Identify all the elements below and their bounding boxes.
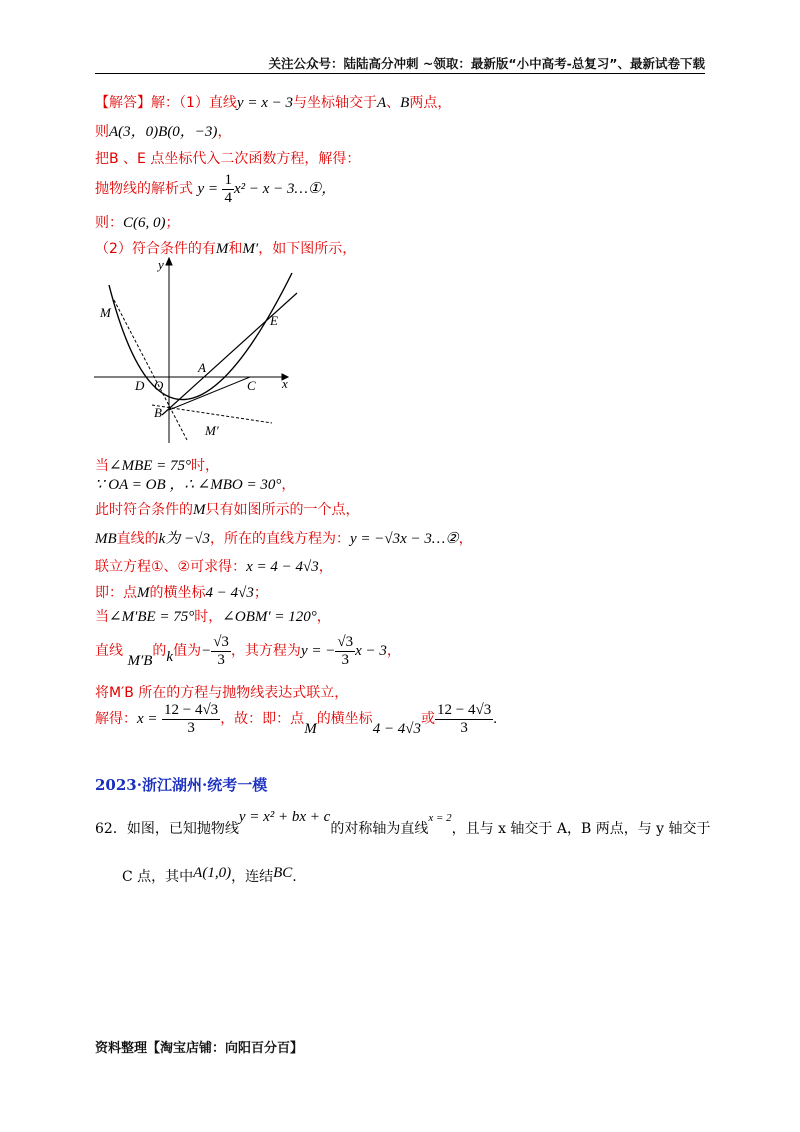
math: C(6, 0) xyxy=(123,215,166,231)
text: C 点，其中 xyxy=(122,869,194,885)
y-axis-arrow xyxy=(166,258,172,265)
text: 两点， xyxy=(409,95,452,111)
problem-line-1 xyxy=(95,809,711,838)
text: ， xyxy=(386,643,401,659)
solution-line-14 xyxy=(95,634,401,668)
label-d: D xyxy=(135,378,145,393)
text: 的横坐标 xyxy=(316,711,373,727)
solution-line-2 xyxy=(95,120,231,141)
numerator: 12 − 4√3 xyxy=(163,702,219,718)
point-b: B xyxy=(400,95,410,111)
point-m: M xyxy=(193,502,206,518)
math: 4 − 4√3 xyxy=(205,585,254,601)
fraction-sqrt3-over-3 xyxy=(211,634,231,668)
numerator: √3 xyxy=(337,634,354,650)
math: y = − xyxy=(300,643,336,659)
solution-line-12 xyxy=(95,582,268,602)
text: 、 xyxy=(386,95,401,111)
text: 则 xyxy=(95,124,109,140)
text: 当 xyxy=(95,609,109,625)
numerator: 1 xyxy=(224,172,232,188)
point-m: M xyxy=(304,721,317,737)
math: − xyxy=(201,643,212,659)
text: ，故：即：点 xyxy=(220,711,305,727)
math: ∠OBM′ = 120° xyxy=(222,609,317,625)
numerator: √3 xyxy=(213,634,229,650)
math: x = 4 − 4√3 xyxy=(246,559,319,575)
text: 的横坐标 xyxy=(149,585,206,601)
text: ， xyxy=(316,609,331,625)
text: 此时符合条件的 xyxy=(95,502,193,518)
text: ，其方程为 xyxy=(230,643,301,659)
denominator: 3 xyxy=(217,651,225,668)
denominator: 3 xyxy=(341,651,349,668)
solution-line-4 xyxy=(95,172,336,206)
section-title: 2023·浙江湖州·统考一模 xyxy=(95,776,268,794)
text: ，连结 xyxy=(231,869,274,885)
page-header: 关注公众号：陆陆高分冲刺 ~领取：最新版“小中高考-总复习”、最新试卷下载 xyxy=(268,56,705,71)
math: BC xyxy=(273,865,293,881)
line-bc xyxy=(169,377,250,410)
text: 与坐标轴交于 xyxy=(292,95,377,111)
math: ∠MBE = 75° xyxy=(109,458,192,474)
label-b: B xyxy=(154,405,162,420)
solution-line-3: 把B 、E 点坐标代入二次函数方程，解得： xyxy=(95,151,361,167)
text: 或 xyxy=(421,711,436,727)
point-m-prime: M′ xyxy=(242,241,259,257)
numerator: 12 − 4√3 xyxy=(437,702,492,718)
text: 则： xyxy=(95,215,123,231)
math: A(1,0) xyxy=(193,865,232,881)
denominator: 4 xyxy=(224,189,232,206)
fraction-sqrt3-over-3-b xyxy=(335,634,355,668)
text: 时， xyxy=(194,609,223,625)
solution-line-9 xyxy=(95,499,360,519)
line-equation: y = x − 3 xyxy=(236,95,293,111)
math: ∵ OA = OB ，∴ ∠MBO = 30° xyxy=(95,477,282,493)
text: 的 xyxy=(152,643,167,659)
header-rule xyxy=(95,73,705,74)
denominator: 3 xyxy=(187,719,195,736)
text: 值为 xyxy=(173,643,202,659)
solution-line-13 xyxy=(95,606,331,626)
math: y = xyxy=(197,181,218,197)
math: x = xyxy=(137,711,158,727)
text: . xyxy=(493,711,497,727)
solution-line-7 xyxy=(95,455,219,475)
text: ， xyxy=(217,124,232,140)
page-footer: 资料整理【淘宝店铺：向阳百分百】 xyxy=(95,1041,304,1056)
point-m: M xyxy=(137,585,150,601)
label-a: A xyxy=(198,360,206,375)
math: MB xyxy=(95,531,117,547)
solution-line-15: 将M′B 所在的方程与抛物线表达式联立， xyxy=(95,685,349,701)
parabola-figure xyxy=(92,255,307,450)
text: ， xyxy=(318,559,333,575)
math: k xyxy=(166,649,174,665)
text: 解得： xyxy=(95,711,137,727)
text: 时， xyxy=(191,458,220,474)
math: x² − x − 3…①， xyxy=(233,181,337,197)
text: 直线的 xyxy=(116,531,159,547)
label-c: C xyxy=(247,378,256,393)
coordinates: A(3，0)B(0，−3) xyxy=(109,124,218,140)
solution-line-16 xyxy=(95,702,497,736)
point-a: A xyxy=(376,95,387,111)
label-m-prime: M′ xyxy=(205,423,219,438)
text: ， xyxy=(458,531,473,547)
math: y = −√3x − 3…② xyxy=(349,531,459,547)
label-y: y xyxy=(158,257,164,272)
text: ， xyxy=(281,477,296,493)
text: 抛物线的解析式 xyxy=(95,181,193,197)
math: 为 −√3 xyxy=(165,531,210,547)
text: （2）符合条件的有 xyxy=(95,241,216,257)
fraction-m-value xyxy=(435,702,493,736)
answer-tag: 【解答】解：（1）直线 xyxy=(95,95,237,111)
math: y = x² + bx + c xyxy=(238,809,331,825)
text: ； xyxy=(165,215,180,231)
text: 联立方程①、②可求得： xyxy=(95,559,247,575)
text: 和 xyxy=(228,241,243,257)
math: ∠M′BE = 75° xyxy=(109,609,195,625)
text: . xyxy=(292,869,297,885)
text: ，所在的直线方程为： xyxy=(209,531,350,547)
text: 即：点 xyxy=(95,585,137,601)
text: 只有如图所示的一个点， xyxy=(205,502,360,518)
solution-line-1 xyxy=(95,92,451,112)
label-e: E xyxy=(270,313,278,328)
text: 62．如图，已知抛物线 xyxy=(95,821,239,837)
solution-line-5 xyxy=(95,212,180,232)
text: 的对称轴为直线 xyxy=(330,821,429,837)
label-m: M xyxy=(100,305,111,320)
line-mb-dashed xyxy=(114,300,187,440)
text: 当 xyxy=(95,458,109,474)
label-x: x xyxy=(282,376,288,391)
text: ，且与 x 轴交于 A，B 两点，与 y 轴交于 xyxy=(451,821,711,837)
point-m: M xyxy=(215,241,229,257)
text: ，如下图所示， xyxy=(258,241,357,257)
math: M′B xyxy=(127,653,153,669)
text: 直线 xyxy=(95,643,123,659)
fraction-quarter xyxy=(222,172,234,206)
solution-line-11 xyxy=(95,556,333,576)
solution-line-8 xyxy=(95,473,295,494)
denominator: 3 xyxy=(460,719,468,736)
fraction-x-value xyxy=(162,702,220,736)
math: x − 3 xyxy=(355,643,387,659)
solution-line-10 xyxy=(95,527,473,548)
problem-line-2 xyxy=(122,866,297,886)
label-o: O xyxy=(154,378,164,393)
line-be xyxy=(162,293,297,415)
math: 4 − 4√3 xyxy=(372,721,422,737)
math: x = 2 xyxy=(428,812,452,824)
text: ； xyxy=(253,585,268,601)
math: k xyxy=(158,531,166,547)
